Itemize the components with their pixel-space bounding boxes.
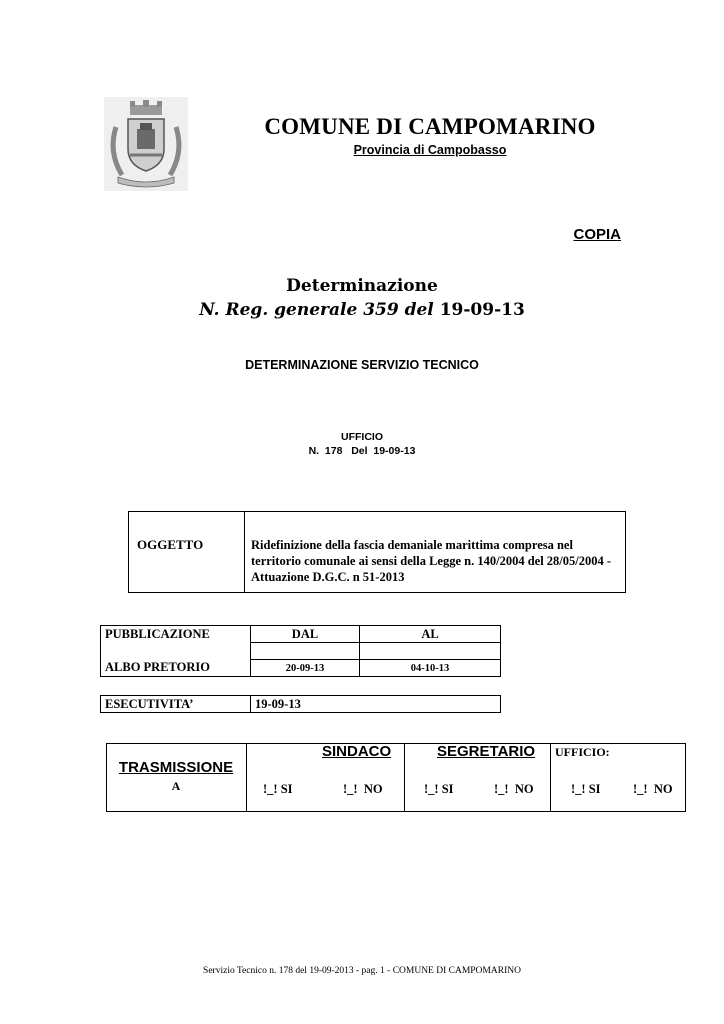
province-subtitle: Provincia di Campobasso bbox=[353, 143, 507, 157]
al-header: AL bbox=[360, 626, 501, 643]
determination-title: Determinazione bbox=[286, 276, 438, 296]
blank-cell bbox=[101, 643, 251, 660]
sindaco-si-checkbox[interactable]: !_! SI bbox=[263, 782, 293, 796]
segretario-header: SEGRETARIO bbox=[437, 743, 536, 760]
transmission-divider bbox=[404, 743, 405, 812]
registration-line bbox=[0, 300, 724, 320]
municipal-crest-logo bbox=[104, 97, 188, 191]
dal-value: 20-09-13 bbox=[251, 660, 360, 677]
subject-divider bbox=[244, 511, 245, 593]
blank-cell bbox=[360, 643, 501, 660]
segretario-no-checkbox[interactable]: !_! NO bbox=[494, 782, 534, 796]
al-value: 04-10-13 bbox=[360, 660, 501, 677]
page-title: COMUNE DI CAMPOMARINO bbox=[264, 114, 596, 139]
ufficio-si-checkbox[interactable]: !_! SI bbox=[571, 782, 601, 796]
subject-text: Ridefinizione della fascia demaniale marittima compresa nel territorio comunale ai sensi della Legge n. 140/2004 del 28/05/2004 - Attuazione D.G.C. n 51-2013 bbox=[251, 538, 612, 584]
transmission-divider bbox=[246, 743, 247, 812]
registration-prefix: N. Reg. generale 359 del bbox=[199, 300, 434, 320]
office-label: UFFICIO bbox=[341, 431, 383, 443]
publication-table bbox=[100, 625, 501, 677]
registration-date: 19-09-13 bbox=[439, 300, 525, 320]
office-number: N. 178 Del 19-09-13 bbox=[308, 445, 416, 457]
transmission-sub: A bbox=[171, 779, 181, 793]
transmission-label: TRASMISSIONE bbox=[118, 759, 234, 776]
executivity-label: ESECUTIVITA’ bbox=[101, 696, 251, 713]
albo-pretorio-label: ALBO PRETORIO bbox=[101, 660, 251, 677]
dal-header: DAL bbox=[251, 626, 360, 643]
sindaco-header: SINDACO bbox=[322, 743, 392, 760]
executivity-value: 19-09-13 bbox=[251, 696, 501, 713]
page-footer: Servizio Tecnico n. 178 del 19-09-2013 - pag. 1 - COMUNE DI CAMPOMARINO bbox=[203, 966, 521, 976]
segretario-si-checkbox[interactable]: !_! SI bbox=[424, 782, 454, 796]
executivity-table bbox=[100, 695, 501, 713]
service-heading: DETERMINAZIONE SERVIZIO TECNICO bbox=[245, 358, 479, 372]
copy-label: COPIA bbox=[573, 226, 621, 243]
publication-label: PUBBLICAZIONE bbox=[101, 626, 251, 643]
ufficio-header: UFFICIO: bbox=[555, 745, 610, 759]
ufficio-no-checkbox[interactable]: !_! NO bbox=[633, 782, 673, 796]
transmission-divider bbox=[550, 743, 551, 812]
sindaco-no-checkbox[interactable]: !_! NO bbox=[343, 782, 383, 796]
subject-label: OGGETTO bbox=[137, 537, 204, 552]
blank-cell bbox=[251, 643, 360, 660]
